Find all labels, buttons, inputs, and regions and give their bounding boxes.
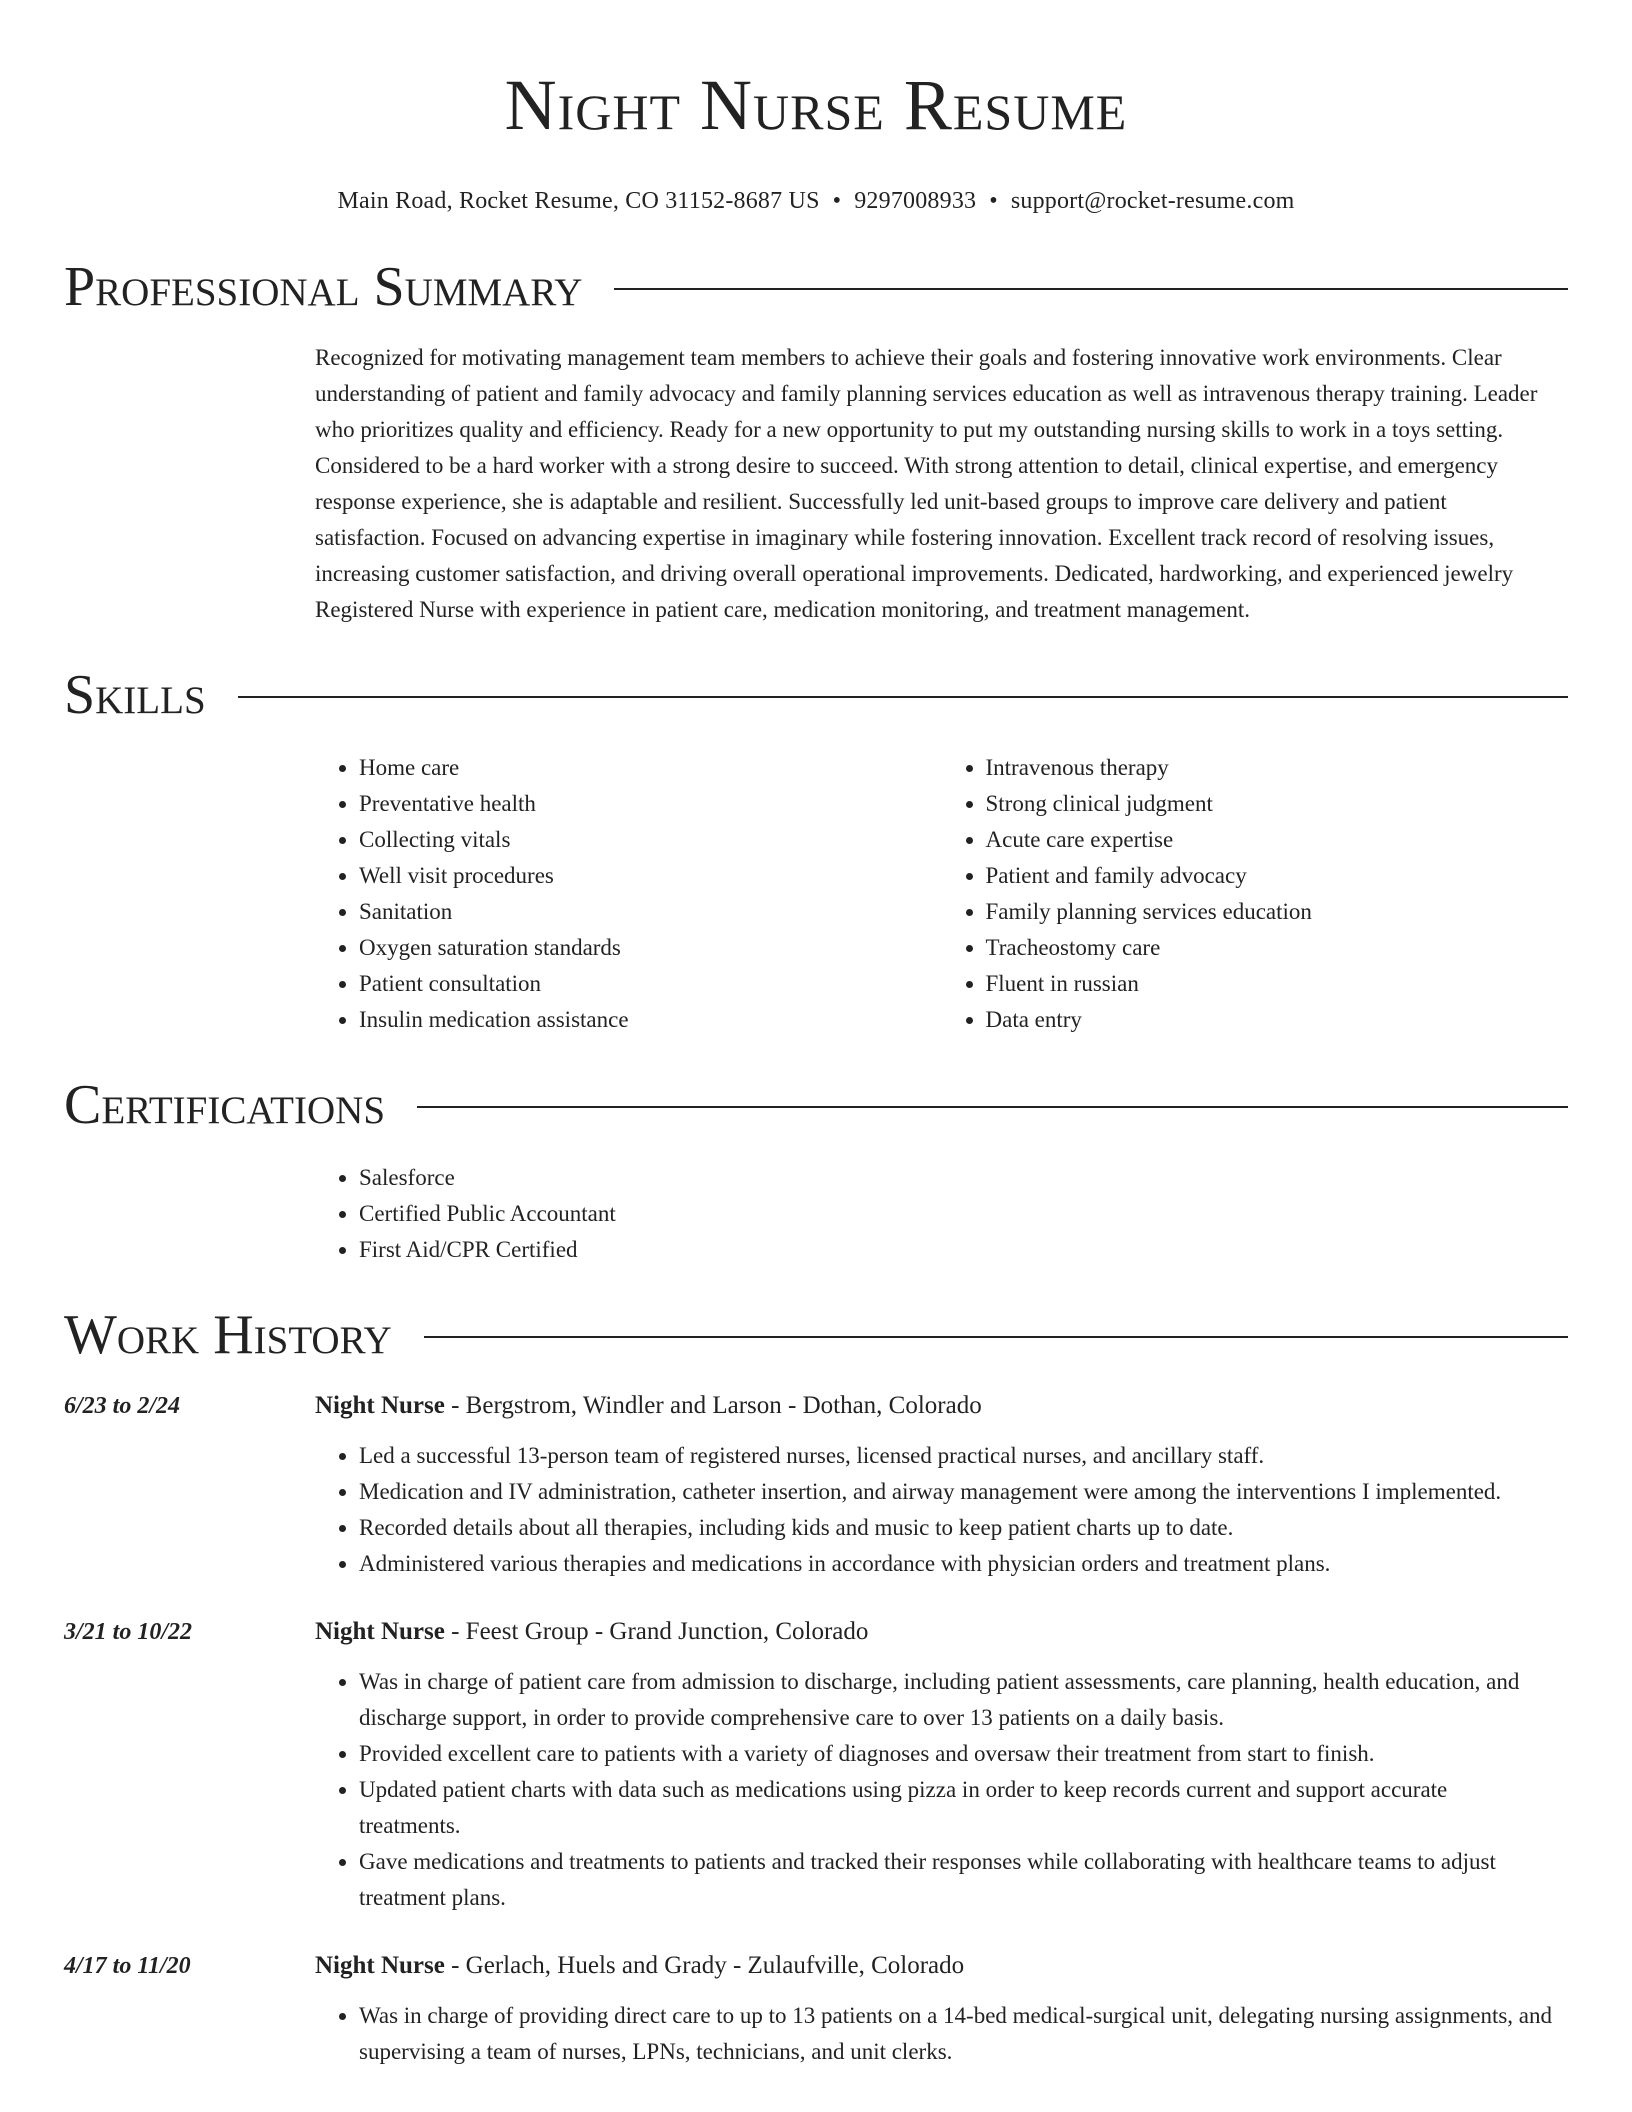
skill-item: • Preventative health bbox=[359, 786, 942, 822]
summary-text: Recognized for motivating management team members to achieve their goals and fostering innovative work environments. Clear understanding of patient and family advocacy and family planning services education as well as intravenous therapy training. Leader who prioritizes quality and efficiency. Ready for a new opportunity to put my outstanding nursing skills to work in a toys setting. Considered to be a hard worker with a strong desire to succeed. With strong attention to detail, clinical expertise, and emergency response experience, she is adaptable and resilient. Successfully led unit-based groups to improve care delivery and patient satisfaction. Focused on advancing expertise in imaginary while fostering innovation. Excellent track record of resolving issues, increasing customer satisfaction, and driving overall operational improvements. Dedicated, hardworking, and experienced jewelry Registered Nurse with experience in patient care, medication monitoring, and treatment management. bbox=[315, 345, 1538, 622]
skill-item: • Family planning services education bbox=[986, 894, 1569, 930]
skills-list bbox=[315, 750, 1568, 1038]
job-title: Night Nurse bbox=[315, 1952, 445, 1979]
job-bullet: • Gave medications and treatments to patients and tracked their responses while collaborating with healthcare teams to adjust treatment plans. bbox=[359, 1844, 1552, 1916]
skill-item: • Insulin medication assistance bbox=[359, 1002, 942, 1038]
job-dates: 3/21 to 10/22 bbox=[64, 1619, 193, 1645]
certification-item: • Salesforce bbox=[359, 1160, 1568, 1196]
job-bullet: • Provided excellent care to patients with a variety of diagnoses and oversaw their treatment from start to finish. bbox=[359, 1736, 1552, 1772]
certification-item: • Certified Public Accountant bbox=[359, 1196, 1568, 1232]
work-section-header bbox=[64, 1302, 1568, 1368]
job-title: Night Nurse bbox=[315, 1618, 445, 1645]
section-divider bbox=[614, 288, 1568, 290]
contact-separator: • bbox=[832, 188, 842, 214]
skill-item: • Tracheostomy care bbox=[986, 930, 1569, 966]
job-entry bbox=[64, 1614, 1568, 1916]
skill-item: • Acute care expertise bbox=[986, 822, 1569, 858]
skill-item: • Oxygen saturation standards bbox=[359, 930, 942, 966]
job-entry bbox=[64, 1388, 1568, 1582]
job-bullet: • Recorded details about all therapies, including kids and music to keep patient charts up to date. bbox=[359, 1510, 1552, 1546]
skill-item: • Well visit procedures bbox=[359, 858, 942, 894]
skills-heading: Skills bbox=[64, 664, 206, 726]
job-dates: 4/17 to 11/20 bbox=[64, 1953, 191, 1979]
job-bullet: • Was in charge of patient care from admission to discharge, including patient assessments, care planning, health education, and discharge support, in order to provide comprehensive care to over 13 patients on a daily basis. bbox=[359, 1664, 1552, 1736]
contact-email: support@rocket-resume.com bbox=[1010, 188, 1295, 214]
job-bullet: • Led a successful 13-person team of registered nurses, licensed practical nurses, and ancillary staff. bbox=[359, 1438, 1552, 1474]
skill-item: • Sanitation bbox=[359, 894, 942, 930]
summary-section-header bbox=[64, 254, 1568, 320]
certification-item: • First Aid/CPR Certified bbox=[359, 1232, 1568, 1268]
contact-separator: • bbox=[989, 188, 998, 214]
contact-phone: 9297008933 bbox=[854, 188, 977, 214]
job-heading bbox=[315, 1388, 1552, 1424]
job-bullet: • Was in charge of providing direct care to up to 13 patients on a 14-bed medical-surgical unit, delegating nursing assignments, and supervising a team of nurses, LPNs, technicians, and unit clerks. bbox=[359, 1998, 1552, 2070]
certifications-heading: Certifications bbox=[64, 1074, 386, 1136]
skill-item: • Fluent in russian bbox=[986, 966, 1569, 1002]
job-heading bbox=[315, 1614, 1552, 1650]
skill-item: • Strong clinical judgment bbox=[986, 786, 1569, 822]
summary-heading: Professional Summary bbox=[64, 256, 583, 318]
job-employer: - Gerlach, Huels and Grady - Zulaufville, Colorado bbox=[444, 1952, 965, 1979]
skills-column-left bbox=[315, 750, 942, 1038]
resume-page bbox=[64, 0, 1568, 2070]
skill-item: • Patient and family advocacy bbox=[986, 858, 1569, 894]
job-heading bbox=[315, 1948, 1552, 1984]
job-dates: 6/23 to 2/24 bbox=[64, 1393, 181, 1419]
skill-item: • Home care bbox=[359, 750, 942, 786]
job-bullets bbox=[315, 1998, 1552, 2070]
skills-section-header bbox=[64, 662, 1568, 728]
contact-address: Main Road, Rocket Resume, CO 31152-8687 US bbox=[337, 188, 820, 214]
job-bullets bbox=[315, 1438, 1552, 1582]
skill-item: • Patient consultation bbox=[359, 966, 942, 1002]
certifications-list bbox=[315, 1160, 1568, 1268]
section-divider bbox=[424, 1336, 1568, 1338]
skills-column-right bbox=[942, 750, 1569, 1038]
work-history-list bbox=[64, 1388, 1568, 2070]
section-divider bbox=[417, 1106, 1568, 1108]
skill-item: • Collecting vitals bbox=[359, 822, 942, 858]
job-entry bbox=[64, 1948, 1568, 2070]
job-title: Night Nurse bbox=[315, 1392, 445, 1419]
job-bullet: • Administered various therapies and medications in accordance with physician orders and treatment plans. bbox=[359, 1546, 1552, 1582]
job-bullet: • Updated patient charts with data such as medications using pizza in order to keep records current and support accurate treatments. bbox=[359, 1772, 1552, 1844]
work-heading: Work History bbox=[64, 1304, 392, 1366]
certifications-section-header bbox=[64, 1072, 1568, 1138]
job-employer: - Feest Group - Grand Junction, Colorado bbox=[444, 1618, 869, 1645]
contact-line bbox=[64, 186, 1568, 216]
skill-item: • Intravenous therapy bbox=[986, 750, 1569, 786]
job-bullets bbox=[315, 1664, 1552, 1916]
skill-item: • Data entry bbox=[986, 1002, 1569, 1038]
job-employer: - Bergstrom, Windler and Larson - Dothan, Colorado bbox=[444, 1392, 982, 1419]
section-divider bbox=[238, 696, 1568, 698]
resume-title: Night Nurse Resume bbox=[504, 65, 1128, 145]
job-bullet: • Medication and IV administration, catheter insertion, and airway management were among the interventions I implemented. bbox=[359, 1474, 1552, 1510]
